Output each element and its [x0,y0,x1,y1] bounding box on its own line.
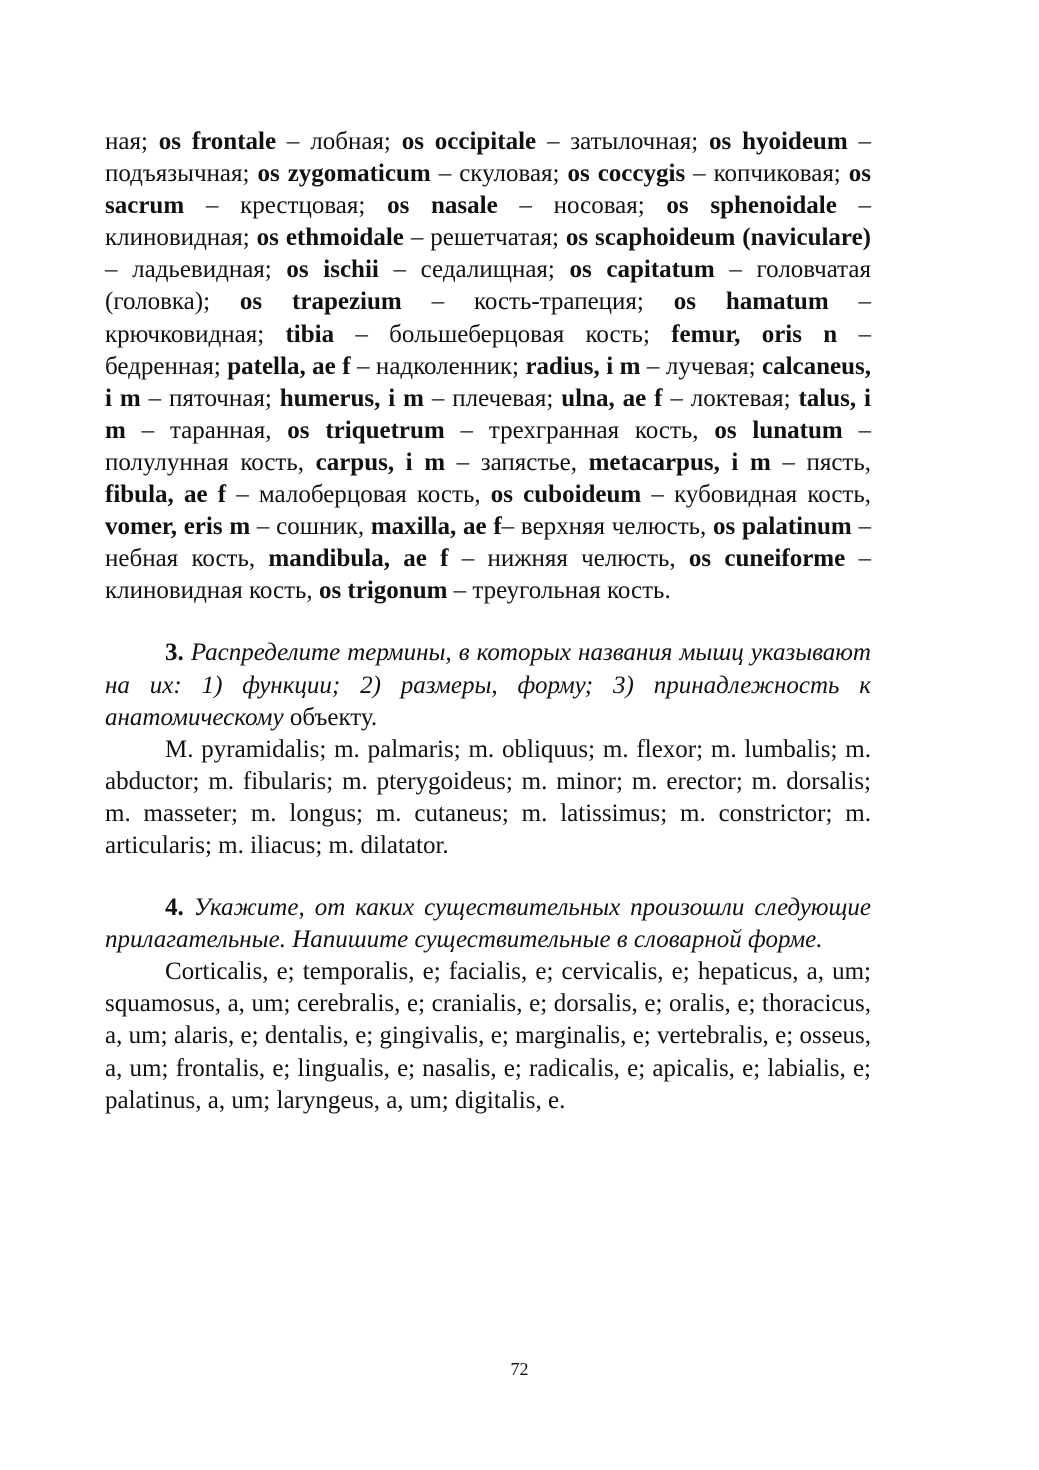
latin-term: patella, ae f [227,352,351,380]
bones-terms-paragraph [105,126,871,607]
term-translation: – крестцовая; [184,192,388,220]
latin-term: os hamatum [673,288,829,316]
latin-term: maxilla, ae f [370,513,502,541]
term-translation: – таранная, [125,416,288,444]
term-translation: – клиновидная; [105,192,872,252]
task-4-instruction [105,892,871,956]
term-translation: – плечевая; [423,384,562,412]
latin-term: os capitatum [569,256,715,284]
latin-term: os frontale [158,128,277,155]
term-translation: – лобная; [276,128,402,155]
term-translation: – клиновидная кость, [105,545,871,605]
latin-term: os lunatum [714,416,843,444]
page-body [105,126,871,1117]
term-translation: – крючковидная; [105,288,872,348]
term-translation: – кубовидная кость, [641,481,872,509]
term-translation: – локтевая; [662,384,799,412]
term-translation: ная; [105,128,159,155]
term-translation: – нижняя челюсть, [448,545,689,573]
term-translation: – пяточная; [140,384,280,412]
latin-term: os coccygis [567,160,686,188]
latin-term: fibula, ae f [105,481,227,509]
term-translation: – затылочная; [536,128,709,155]
task-4-text: Укажите, от каких существительных произошли следующие прилагательные. Напишите существительные в словарной форме. [105,894,871,954]
latin-term: talus, i m [105,384,871,444]
page-number: 72 [510,1359,529,1379]
term-translation: – кость-трапеция; [401,288,674,316]
term-translation: – скуловая; [430,160,568,188]
task-3-terms: M. pyramidalis; m. palmaris; m. obliquus; m. flexor; m. lumbalis; m. abductor; m. fibularis; m. pterygoideus; m. minor; m. erector; m. dorsalis; m. masseter; m. longus; m. cutaneus; m. latissimus; m. constrictor; m. articularis; m. iliacus; m. dilatator. [105,735,871,859]
latin-term: mandibula, ae f [268,545,449,573]
term-translation: – ладьевидная; [105,256,287,284]
latin-term: os nasale [387,192,498,220]
term-translation: – подъязычная; [105,128,871,188]
latin-term: calcaneus, i m [105,352,872,412]
latin-term: os scaphoideum (naviculare) [565,224,871,252]
latin-term: os ethmoidale [256,224,404,252]
latin-term: tibia [285,320,335,348]
term-translation: – носовая; [497,192,667,220]
latin-term: os sacrum [105,160,871,220]
task-4-number: 4. [165,894,184,922]
latin-term: os cuboideum [490,481,642,509]
latin-term: metacarpus, i m [588,448,771,476]
latin-term: os sphenoidale [666,192,837,220]
term-translation: – решетчатая; [403,224,566,252]
term-translation: – головчатая (головка); [105,256,872,316]
latin-term: os cuneiforme [688,545,846,573]
latin-term: humerus, i m [279,384,424,412]
term-translation: – треугольная кость. [447,577,671,605]
term-translation: – запястье, [445,448,589,476]
latin-term: femur, oris n [671,320,838,348]
term-translation: – малоберцовая кость, [226,481,491,509]
task-3-text-tail: объекту. [283,703,378,731]
term-translation: – большеберцовая кость; [334,320,672,348]
term-translation: – седалищная; [378,256,570,284]
term-translation: – верхняя челюсть, [501,513,714,541]
latin-term: ulna, ae f [561,384,663,412]
task-3-instruction [105,637,871,733]
task-3-text: Распределите термины, в которых названия мышц указывают на их: 1) функции; 2) размеры, форму; 3) принадлежность к анатомическому [105,639,871,731]
latin-term: os occipitale [401,128,537,155]
term-translation: – пясть, [770,448,872,476]
latin-term: os trapezium [239,288,402,316]
term-translation: – сошник, [250,513,371,541]
term-translation: – надколенник; [350,352,526,380]
term-translation: – трехгранная кость, [444,416,715,444]
latin-term: os ischii [286,256,379,284]
latin-term: radius, i m [525,352,641,380]
latin-term: os trigonum [318,577,448,605]
term-translation: – полулунная кость, [105,416,872,476]
task-3-number: 3. [165,639,184,667]
term-translation: – лучевая; [640,352,762,380]
latin-term: os palatinum [713,513,852,541]
term-translation: – копчиковая; [685,160,849,188]
task-4-terms: Corticalis, e; temporalis, e; facialis, e; cervicalis, e; hepaticus, a, um; squamosus, a, um; cerebralis, e; cranialis, e; dorsalis, e; oralis, e; thoracicus, a, um; alaris, e; dentalis, e; gingivalis, e; marginalis, e; vertebralis, e; osseus, a, um; frontalis, e; lingualis, e; nasalis, e; radicalis, e; apicalis, e; labialis, e; palatinus, a, um; laryngeus, a, um; digitalis, e. [105,958,871,1114]
term-translation: – небная кость, [105,513,871,573]
latin-term: carpus, i m [315,448,446,476]
latin-term: os triquetrum [287,416,445,444]
latin-term: os hyoideum [709,128,848,155]
latin-term: os zygomaticum [257,160,431,188]
term-translation: – бедренная; [105,320,871,380]
latin-term: vomer, eris m [105,513,251,541]
